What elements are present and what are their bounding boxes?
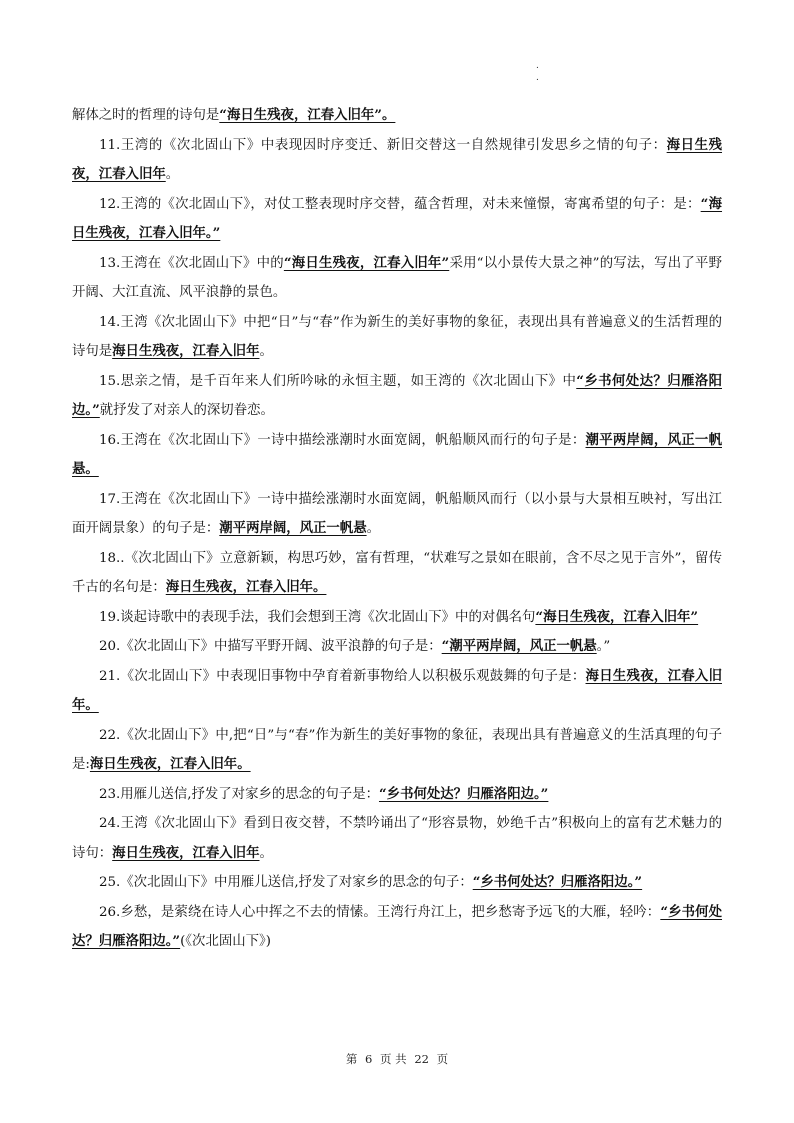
paragraph bbox=[72, 485, 722, 544]
paragraph bbox=[72, 308, 722, 367]
page-footer bbox=[0, 1051, 794, 1067]
footer-page-number: 6 bbox=[365, 1052, 373, 1066]
answer-text: “海日生残夜，江春入旧年”。 bbox=[219, 107, 396, 123]
answer-text: 海日生残夜，江春入旧年 bbox=[112, 844, 260, 861]
paragraph bbox=[72, 367, 722, 426]
header-dot-1: . bbox=[536, 61, 539, 71]
paragraph bbox=[72, 780, 722, 810]
question-text: 。 bbox=[259, 845, 273, 861]
question-text: 。 bbox=[259, 344, 273, 359]
question-text: 15.思亲之情，是千百年来人们所吟咏的永恒主题，如王湾的《次北固山下》中 bbox=[99, 373, 577, 389]
paragraph bbox=[72, 721, 722, 780]
answer-text: 海日生残夜，江春入旧年。 bbox=[89, 756, 251, 772]
footer-prefix: 第 bbox=[345, 1052, 358, 1066]
answer-text: 潮平两岸阔，风正一帆悬。 bbox=[72, 431, 722, 477]
answer-text: “潮平两岸阔，风正一帆悬 bbox=[441, 638, 597, 654]
question-text: 11.王湾的《次北固山下》中表现因时序变迁、新旧交替这一自然规律引发思乡之情的句子： bbox=[99, 137, 667, 153]
question-text: 就抒发了对亲人的深切眷恋。 bbox=[99, 403, 274, 418]
paragraph bbox=[72, 898, 722, 957]
question-text: 14.王湾《次北固山下》中把“日”与“春”作为新生的美好事物的象征，表现出具有普遍意义的生活哲理的诗句是 bbox=[72, 314, 722, 359]
question-text: 23.用雁儿送信,抒发了对家乡的思念的句子是： bbox=[99, 786, 379, 802]
question-text: 解体之时的哲理的诗句是 bbox=[72, 108, 220, 123]
answer-text: 海日生残夜，江春入旧年。 bbox=[72, 667, 722, 713]
paragraph bbox=[72, 544, 722, 603]
answer-text: 海日生残夜，江春入旧年。 bbox=[165, 579, 327, 595]
answer-text: “乡书何处达？归雁洛阳边。” bbox=[378, 785, 549, 802]
paragraph bbox=[72, 809, 722, 868]
question-text: 采用“以小景传大景之神”的写法，写出了平野开阔、大江直流、风平浪静的景色。 bbox=[72, 255, 722, 300]
question-text: 20.《次北固山下》中描写平野开阔、波平浪静的句子是： bbox=[99, 639, 442, 654]
paragraph bbox=[72, 249, 722, 308]
header-dots bbox=[536, 60, 546, 84]
question-text: 21.《次北固山下》中表现旧事物中孕育着新事物给人以积极乐观鼓舞的句子是： bbox=[99, 668, 586, 684]
answer-text: “海日生残夜，江春入旧年。” bbox=[72, 195, 723, 241]
question-text: 16.王湾在《次北固山下》一诗中描绘涨潮时水面宽阔，帆船顺风而行的句子是： bbox=[99, 432, 586, 448]
answer-text: “乡书何处达？归雁洛阳边。” bbox=[472, 874, 643, 890]
question-text: 24.王湾《次北固山下》看到日夜交替，不禁吟诵出了“形容景物，妙绝千古”积极向上的富有艺术魅力的诗句： bbox=[72, 816, 722, 861]
question-text: 12.王湾的《次北固山下》，对仗工整表现时序交替，蕴含哲理，对未来憧憬，寄寓希望的句子：是： bbox=[99, 196, 701, 212]
question-text: 13.王湾在《次北固山下》中的 bbox=[99, 255, 284, 271]
paragraph bbox=[72, 662, 722, 721]
answer-text: “乡书何处达？归雁洛阳边。” bbox=[72, 372, 722, 418]
answer-text: 潮平两岸阔，风正一帆悬 bbox=[219, 520, 367, 536]
paragraph bbox=[72, 131, 722, 190]
question-text: 18..《次北固山下》立意新颖，构思巧妙，富有哲理，“状难写之景如在眼前，含不尽之见于言外”，留传千古的名句是： bbox=[72, 550, 722, 595]
header-dot-2: . bbox=[536, 73, 539, 83]
paragraph bbox=[72, 190, 722, 249]
footer-suffix: 页 bbox=[436, 1052, 449, 1066]
paragraph bbox=[72, 603, 722, 633]
paragraph bbox=[72, 426, 722, 485]
question-text: 22.《次北固山下》中,把“日”与“春”作为新生的美好事物的象征，表现出具有普遍意义的生活真理的句子是: bbox=[72, 727, 722, 772]
answer-text: 海日生残夜，江春入旧年 bbox=[112, 343, 260, 359]
paragraph bbox=[72, 632, 722, 662]
question-text: 25.《次北固山下》中用雁儿送信,抒发了对家乡的思念的句子： bbox=[99, 875, 473, 890]
answer-text: “乡书何处达？归雁洛阳边。” bbox=[72, 903, 723, 949]
document-body bbox=[72, 101, 722, 957]
answer-text: 海日生残夜，江春入旧年 bbox=[72, 136, 723, 182]
question-text: 19.谈起诗歌中的表现手法，我们会想到王湾《次北固山下》中的对偶名句 bbox=[99, 609, 536, 625]
footer-total-pages: 22 bbox=[414, 1052, 429, 1066]
question-text: (《次北固山下》) bbox=[180, 934, 271, 949]
paragraph bbox=[72, 101, 722, 131]
question-text: 26.乡愁，是萦绕在诗人心中挥之不去的情愫。王湾行舟江上，把乡愁寄予远飞的大雁，轻吟： bbox=[99, 904, 661, 920]
paragraph bbox=[72, 868, 722, 898]
answer-text: “海日生残夜，江春入旧年” bbox=[535, 608, 699, 625]
question-text: 。” bbox=[596, 639, 611, 654]
question-text: 。 bbox=[366, 521, 380, 536]
answer-text: “海日生残夜，江春入旧年” bbox=[283, 254, 450, 271]
question-text: 。 bbox=[165, 167, 180, 182]
footer-middle: 页 共 bbox=[380, 1052, 407, 1066]
question-text: 17.王湾在《次北固山下》一诗中描绘涨潮时水面宽阔，帆船顺风而行（以小景与大景相互映衬，写出江面开阔景象）的句子是： bbox=[72, 491, 722, 536]
